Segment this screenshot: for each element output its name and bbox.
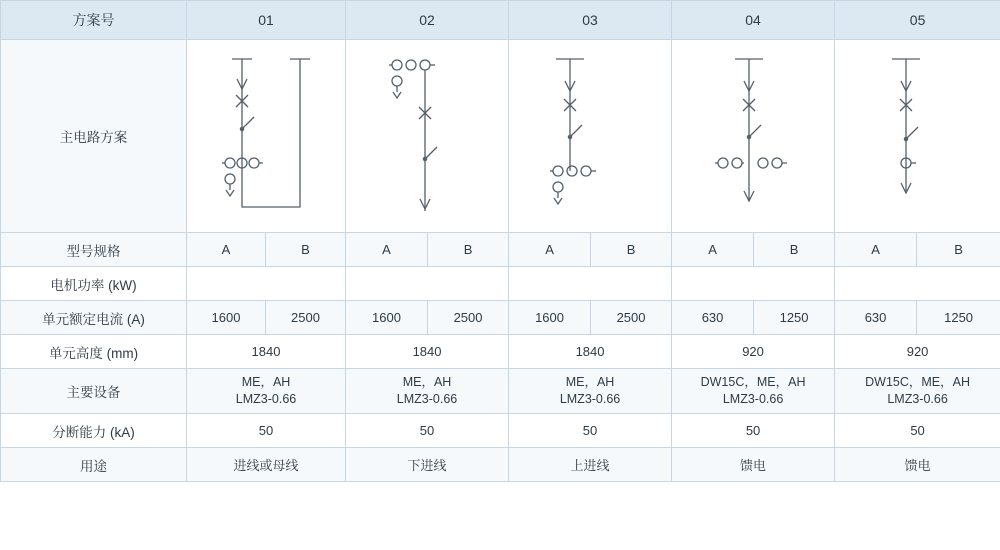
model-spec-05-b: B bbox=[917, 233, 1000, 267]
table-row-breaking-capacity bbox=[1, 414, 1000, 448]
main-equipment-01-line1: ME，AH bbox=[241, 375, 291, 390]
table-row-scheme-no bbox=[1, 1, 1000, 40]
model-spec-04-a: A bbox=[672, 233, 754, 267]
main-equipment-02-line2: LMZ3-0.66 bbox=[396, 392, 458, 406]
table-row-rated-current bbox=[1, 301, 1000, 335]
motor-power-04 bbox=[672, 267, 835, 301]
scheme-number-03: 03 bbox=[509, 1, 672, 40]
unit-height-04: 920 bbox=[672, 335, 835, 369]
circuit-diagram-01 bbox=[187, 40, 346, 233]
usage-02: 下进线 bbox=[346, 448, 509, 482]
main-equipment-02 bbox=[346, 369, 509, 414]
model-spec-02-a: A bbox=[346, 233, 428, 267]
circuit-diagram-04 bbox=[672, 40, 835, 233]
unit-height-05: 920 bbox=[835, 335, 1000, 369]
row-label-main-equipment: 主要设备 bbox=[1, 369, 187, 414]
row-label-usage: 用途 bbox=[1, 448, 187, 482]
table-row-usage bbox=[1, 448, 1000, 482]
circuit-diagram-04-svg bbox=[693, 51, 813, 221]
usage-04: 馈电 bbox=[672, 448, 835, 482]
rated-current-05-a: 630 bbox=[835, 301, 917, 335]
main-equipment-03-line1: ME，AH bbox=[565, 375, 615, 390]
unit-height-03: 1840 bbox=[509, 335, 672, 369]
main-equipment-05-line1: DW15C，ME，AH bbox=[865, 375, 970, 390]
table-row-main-equipment bbox=[1, 369, 1000, 414]
row-label-rated-current: 单元额定电流 (A) bbox=[1, 301, 187, 335]
row-label-motor-power: 电机功率 (kW) bbox=[1, 267, 187, 301]
main-equipment-03-line2: LMZ3-0.66 bbox=[559, 392, 621, 406]
model-spec-03-b: B bbox=[591, 233, 672, 267]
model-spec-01-b: B bbox=[266, 233, 346, 267]
main-equipment-04-line2: LMZ3-0.66 bbox=[722, 392, 784, 406]
main-equipment-03 bbox=[509, 369, 672, 414]
motor-power-05 bbox=[835, 267, 1000, 301]
scheme-number-02: 02 bbox=[346, 1, 509, 40]
table-row-unit-height bbox=[1, 335, 1000, 369]
row-label-model-spec: 型号规格 bbox=[1, 233, 187, 267]
main-equipment-05 bbox=[835, 369, 1000, 414]
breaking-capacity-01: 50 bbox=[187, 414, 346, 448]
row-label-main-circuit: 主电路方案 bbox=[1, 40, 187, 233]
circuit-diagram-03-svg bbox=[530, 51, 650, 221]
model-spec-04-b: B bbox=[754, 233, 835, 267]
breaking-capacity-02: 50 bbox=[346, 414, 509, 448]
scheme-number-01: 01 bbox=[187, 1, 346, 40]
unit-height-01: 1840 bbox=[187, 335, 346, 369]
model-spec-05-a: A bbox=[835, 233, 917, 267]
main-equipment-04 bbox=[672, 369, 835, 414]
rated-current-01-a: 1600 bbox=[187, 301, 266, 335]
rated-current-04-a: 630 bbox=[672, 301, 754, 335]
circuit-diagram-05 bbox=[835, 40, 1000, 233]
motor-power-02 bbox=[346, 267, 509, 301]
motor-power-03 bbox=[509, 267, 672, 301]
rated-current-04-b: 1250 bbox=[754, 301, 835, 335]
circuit-diagram-02 bbox=[346, 40, 509, 233]
circuit-diagram-02-svg bbox=[367, 51, 487, 221]
rated-current-01-b: 2500 bbox=[266, 301, 346, 335]
row-label-unit-height: 单元高度 (mm) bbox=[1, 335, 187, 369]
usage-05: 馈电 bbox=[835, 448, 1000, 482]
motor-power-01 bbox=[187, 267, 346, 301]
rated-current-05-b: 1250 bbox=[917, 301, 1000, 335]
main-equipment-01 bbox=[187, 369, 346, 414]
circuit-diagram-01-svg bbox=[206, 51, 326, 221]
table-row-motor-power bbox=[1, 267, 1000, 301]
table-row-model-spec bbox=[1, 233, 1000, 267]
breaking-capacity-05: 50 bbox=[835, 414, 1000, 448]
table-row-main-circuit bbox=[1, 40, 1000, 233]
main-equipment-05-line2: LMZ3-0.66 bbox=[887, 392, 948, 406]
rated-current-02-a: 1600 bbox=[346, 301, 428, 335]
usage-01: 进线或母线 bbox=[187, 448, 346, 482]
breaking-capacity-04: 50 bbox=[672, 414, 835, 448]
breaking-capacity-03: 50 bbox=[509, 414, 672, 448]
main-equipment-02-line1: ME，AH bbox=[402, 375, 452, 390]
usage-03: 上进线 bbox=[509, 448, 672, 482]
rated-current-03-b: 2500 bbox=[591, 301, 672, 335]
main-equipment-01-line2: LMZ3-0.66 bbox=[235, 392, 297, 406]
scheme-number-05: 05 bbox=[835, 1, 1000, 40]
unit-height-02: 1840 bbox=[346, 335, 509, 369]
main-equipment-04-line1: DW15C，ME，AH bbox=[700, 375, 806, 390]
row-label-scheme-no: 方案号 bbox=[1, 1, 187, 40]
row-label-breaking-capacity: 分断能力 (kA) bbox=[1, 414, 187, 448]
rated-current-02-b: 2500 bbox=[428, 301, 509, 335]
model-spec-01-a: A bbox=[187, 233, 266, 267]
scheme-number-04: 04 bbox=[672, 1, 835, 40]
circuit-diagram-03 bbox=[509, 40, 672, 233]
circuit-diagram-05-svg bbox=[858, 51, 978, 221]
model-spec-03-a: A bbox=[509, 233, 591, 267]
rated-current-03-a: 1600 bbox=[509, 301, 591, 335]
model-spec-02-b: B bbox=[428, 233, 509, 267]
